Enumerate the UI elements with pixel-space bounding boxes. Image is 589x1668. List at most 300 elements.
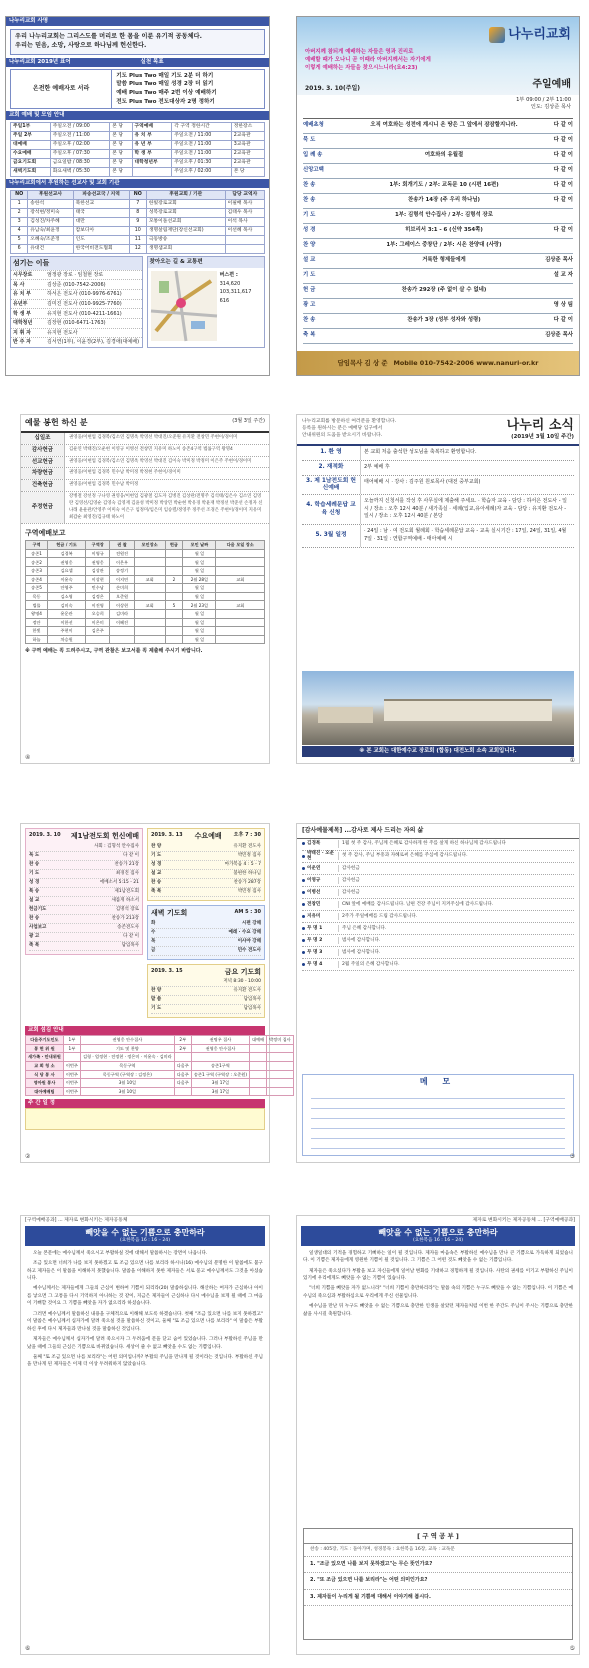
sermon-crumb: 제자로 변화시키는 제자공동체 ... [구역예배공과]	[472, 1218, 575, 1223]
worship-order-item	[303, 209, 573, 224]
schedule-cell: 2교육관	[231, 159, 264, 168]
order-leader: 다 같 이	[553, 227, 573, 234]
thanks-name-cell	[302, 890, 338, 896]
group-cell: 이윤숙	[48, 575, 86, 584]
page-cover	[296, 16, 580, 376]
order-label: 찬 송	[303, 197, 316, 204]
duty-cell	[174, 1087, 191, 1096]
duty-cell: 교 회 청 소	[26, 1061, 64, 1070]
staff-role: 목 사	[13, 281, 25, 288]
schedule-cell: 본 당	[231, 168, 264, 177]
staff-role: 유 치 부	[13, 291, 31, 298]
card-time: 오후 7 : 30	[233, 832, 261, 838]
group-cell: 손미희	[110, 584, 134, 593]
mission-cell: 10	[129, 227, 146, 236]
order-value: 송존전도사	[117, 924, 139, 930]
wednesday-order-item	[151, 861, 261, 870]
page-services	[20, 823, 291, 1163]
thanks-name-cell	[302, 878, 338, 884]
sermon-paragraph: 예수님을 만난 뒤 누구도 빼앗을 수 없는 기쁨으로 충만한 인생을 살았던 제자들처럼 이번 한 주간도 주님이 주시는 기쁨으로 충만한 삶을 사시길 축원합니다.	[303, 1304, 573, 1317]
order-label: 성 경	[151, 861, 162, 867]
map-title: 찾아오는 길 & 교통편	[148, 257, 264, 268]
worship-order-item	[303, 239, 573, 254]
worship-order-item	[303, 299, 573, 314]
vision-line: 우리는 믿음, 소망, 사랑으로 하나님께 헌신한다.	[15, 41, 147, 49]
duty-row	[26, 1079, 294, 1088]
group-cell: 2	[165, 575, 183, 584]
duty-row	[26, 1087, 294, 1096]
page-number: ⑥	[25, 1644, 31, 1652]
offering-row	[21, 480, 269, 492]
study-question: 3. 제자들이 누리게 될 기쁨에 대해서 이야기해 봅시다.	[304, 1590, 572, 1607]
group-cell: 민수남	[86, 584, 110, 593]
group-cell	[216, 618, 265, 627]
contact-info: Mobile 010-7542-2006 www.nanuri-or.kr	[393, 359, 539, 367]
schedule-cell: 주일오전 / 11:00	[172, 150, 231, 159]
bullet-icon	[302, 963, 305, 966]
thanks-text: 주님 은혜 감사합니다.	[338, 925, 574, 933]
group-cell	[216, 566, 265, 575]
worship-order-item	[303, 194, 573, 209]
group-cell: 이은미	[86, 618, 110, 627]
group-cell: 송존5	[26, 584, 48, 593]
order-label: 말 씀	[151, 997, 162, 1003]
order-value: 민수 전도사	[237, 947, 261, 953]
mission-cell: 인도	[73, 236, 129, 245]
mission-cell: 김태우 목사	[225, 209, 264, 218]
mission-cell: 4	[11, 227, 28, 236]
schedule-cell: 본 당	[110, 141, 132, 150]
duty-cell	[249, 1044, 266, 1053]
duty-cell: 대아예배팀	[26, 1087, 64, 1096]
thanks-name: 이병선	[307, 889, 321, 895]
group-cell: 월 일	[183, 584, 216, 593]
card-lead: 사회 : 김형석 안수집사	[94, 843, 139, 849]
group-cell: 이상현	[86, 575, 110, 584]
staff-line	[11, 270, 142, 280]
group-row	[26, 584, 265, 593]
schedule-cell: 금요일밤 / 08:30	[50, 159, 109, 168]
duty-cell: 대예배	[249, 1036, 266, 1045]
news-item	[302, 525, 574, 548]
schedule-cell: 주일1부	[11, 123, 51, 132]
offering-row	[21, 468, 269, 480]
wednesday-order-item	[151, 888, 261, 897]
map-box	[147, 256, 265, 348]
church-building-photo	[302, 671, 574, 745]
thanks-text: 첫 주 감사, 주님 부흥과 자혜로써 은혜를 주심에 감사드립니다.	[338, 852, 574, 860]
news-item	[302, 476, 574, 495]
thanks-name-cell	[302, 841, 338, 847]
order-label: 사업보고	[29, 924, 47, 930]
bus-line: 103,311,617	[219, 289, 252, 296]
schedule-cell: 대예배	[11, 141, 51, 150]
mission-table	[10, 190, 265, 254]
duty-cell: 이번주	[63, 1079, 80, 1088]
order-label: 예배초청	[303, 122, 324, 129]
group-cell	[134, 584, 165, 593]
mission-cell: 한국어비전도협회	[73, 245, 129, 254]
group-cell: 윤운관	[48, 609, 86, 618]
sermon-paragraph: 그러면 예수님께서 말씀하신 내용을 구체적으로 이해해 보도록 하겠습니다. 첫째 "조금 있으면 나를 보지 못하겠고" 이 말씀은 예수님께서 십자가에 달려 죽으실 것을 말씀하신 것이고, 둘째 "또 조금 있으면 나를 보리라" 이 말씀은 부활하신 후에 다시 제자들과 만나실 것을 말씀하신 것입니다.	[27, 1311, 263, 1332]
order-label: 설 교	[303, 257, 316, 264]
duty-cell: 다음주	[174, 1061, 191, 1070]
duty-cell: 다음주	[174, 1079, 191, 1088]
duty-cell: 목동구역 (구역장 : 김정은)	[80, 1070, 174, 1079]
order-leader: 설 교 자	[553, 272, 573, 279]
group-cell: 김경복	[48, 549, 86, 558]
staff-line	[11, 328, 142, 338]
mission-cell: 성복장로교회	[146, 209, 225, 218]
group-cell: 송존3	[26, 566, 48, 575]
group-cell: 월 일	[183, 618, 216, 627]
mission-cell: 8	[129, 209, 146, 218]
dedication-order-item	[29, 906, 139, 915]
dedication-order-item	[29, 861, 139, 870]
schedule-cell: 본 당	[110, 123, 132, 132]
dawn-order-item	[151, 920, 261, 929]
mission-col-header: 후원교회 / 기관	[146, 191, 225, 200]
order-label: 찬 송	[29, 915, 40, 921]
group-cell: 이한선	[48, 618, 86, 627]
duty-row	[26, 1044, 294, 1053]
duty-cell: 식 당 봉 사	[26, 1070, 64, 1079]
group-cell	[134, 627, 165, 636]
order-content: 찬송가 292장 (주 없이 살 수 없네)	[401, 287, 487, 294]
schedule-row	[11, 141, 265, 150]
group-cell	[165, 584, 183, 593]
study-title: [ 구 역 공 부 ]	[304, 1529, 572, 1544]
group-cell: 교회	[216, 575, 265, 584]
order-label: 수	[151, 929, 156, 935]
duty-cell: 3월 17일	[191, 1087, 249, 1096]
sermon-title-box	[301, 1226, 575, 1246]
schedule-table	[10, 122, 265, 177]
card-title: 금요 기도회	[224, 967, 261, 976]
thanks-text: 1월 첫 주 감사, 주님께 은혜로 감사하게 한 주를 살게 하신 하나님께 감사드립니다	[338, 840, 574, 848]
order-label: 찬 양	[151, 843, 162, 849]
schedule-cell: 주일오후 / 02:00	[172, 168, 231, 177]
order-content: 거룩한 형제들에게	[422, 257, 466, 264]
duty-cell: 1부	[63, 1036, 80, 1045]
mission-row	[11, 227, 265, 236]
thanks-name: 전창민	[307, 901, 321, 907]
next-schedule-area	[25, 1108, 265, 1130]
thanks-item	[302, 851, 574, 863]
schedule-cell: 유 년 부	[132, 141, 172, 150]
thanks-item	[302, 959, 574, 971]
dedication-order-item	[29, 879, 139, 888]
schedule-row	[11, 159, 265, 168]
group-cell	[216, 558, 265, 567]
mission-cell: 김성진/차주혜	[28, 218, 73, 227]
group-cell	[216, 549, 265, 558]
page-number: ②	[25, 1152, 31, 1160]
bullet-icon	[302, 879, 305, 882]
order-content: 찬송가 14장 (주 우리 하나님)	[407, 197, 480, 204]
news-item-body: 본 교회 처음 출석한 성도님을 축복하고 환영합니다.	[360, 446, 574, 460]
study-questions	[303, 1528, 573, 1640]
sermon-paragraph: 일생일대의 기적을 경험하고 기뻐하는 일이 될 것입니다. 제자들 마음속은 부활하신 예수님을 만나 큰 기쁨으로 가득하게 되었습니다. 이 기쁨은 제자들에게 영원한 기쁨이 될 것입니다. 그 기쁨은 그 어떤 것도 빼앗을 수 없는 기쁨입니다.	[303, 1250, 573, 1264]
group-cell: 이혜진	[110, 618, 134, 627]
pastor-name: 담임목사 김 상 준	[337, 359, 388, 367]
staff-role: 시무장로	[13, 272, 33, 279]
thanks-text: 2월 주일의 은혜 감사합니다.	[338, 961, 574, 969]
duty-cell: 김형 · 엄정현 · 전정현 · 정은미 · 이윤숙 · 김미라	[80, 1053, 174, 1062]
order-label: 광 고	[303, 302, 316, 309]
staff-line	[11, 337, 142, 347]
staff-name: 김장현 (010-6471-1763)	[47, 320, 106, 327]
dedication-order-item	[29, 870, 139, 879]
group-cell	[216, 609, 265, 618]
schedule-row	[11, 150, 265, 159]
offering-row	[21, 492, 269, 524]
intro-line: 나누리교회를 방문하신 여러분을 환영합니다.	[302, 419, 397, 424]
mission-row	[11, 200, 265, 209]
mission-cell: 극동방송	[146, 236, 225, 245]
card-title: 수요예배	[194, 832, 222, 840]
worship-order-item	[303, 224, 573, 239]
friday-order-item	[151, 996, 261, 1005]
order-value: 제1남전도회	[114, 888, 139, 894]
group-cell: 월 일	[183, 635, 216, 644]
group-row	[26, 618, 265, 627]
order-value: 마가복음 4 : 5 - 7	[224, 861, 261, 867]
order-label: 축 복	[303, 332, 316, 339]
duty-cell: 기도 및 찬양	[80, 1044, 174, 1053]
order-label: 목	[151, 938, 156, 944]
thanks-item	[302, 911, 574, 923]
order-content: 찬송가 3장 (성부 성자와 성령)	[407, 317, 481, 324]
vision-title: 나누리교회 사명	[6, 17, 269, 26]
service-title: 주일예배	[532, 79, 571, 90]
thanks-item	[302, 935, 574, 947]
thanks-text: 감사헌금	[338, 877, 574, 885]
staff-role: 반 주 자	[13, 339, 31, 346]
group-cell: 송존4	[26, 575, 48, 584]
order-label: 기 도	[29, 870, 40, 876]
study-question: 1. "조금 있으면 나를 보지 못하겠고"는 무슨 뜻인가요?	[304, 1557, 572, 1574]
order-value: 예레 · 수요 강해	[228, 929, 261, 935]
sermon-title-box	[25, 1226, 265, 1246]
order-label: 기 도	[303, 212, 316, 219]
duty-cell	[267, 1061, 294, 1070]
group-cell: 이지연	[110, 575, 134, 584]
offerings-title: 예물 봉헌 하신 분	[25, 418, 88, 427]
worship-order-item	[303, 134, 573, 149]
duty-cell: 이번주	[63, 1087, 80, 1096]
schedule-cell: 정한장소	[231, 123, 264, 132]
group-cell: 교회	[134, 575, 165, 584]
group-cell	[110, 627, 134, 636]
duty-row	[26, 1061, 294, 1070]
order-value: 박민정 집사	[237, 852, 261, 858]
staff-name: 유지현 전도사 (010-4211-1661)	[47, 310, 122, 317]
group-row	[26, 549, 265, 558]
group-cell: 권영웅	[86, 558, 110, 567]
group-cell	[165, 558, 183, 567]
offering-names: 권영웅/이현업 김경복/김소연 김명옥 박영선 박대진 김이숙 박미정 박정미 이은주 주현이/경이미	[69, 458, 252, 464]
group-cell	[216, 635, 265, 644]
order-leader: 다 같 이	[553, 197, 573, 204]
thanks-text: 범사에 감사합니다.	[338, 937, 574, 945]
verse-line: 이렇게 예배하는 자들을 찾으시느니라(요4:23)	[305, 64, 418, 71]
group-cell	[165, 592, 183, 601]
card-date: 2019. 3. 13	[151, 832, 183, 838]
sermon-paragraph: "너희 기쁨을 빼앗을 자가 없느니라" "너희 기쁨이 충만하리라"는 말씀 속의 기쁨은 누구도 빼앗을 수 없는 기쁨입니다. 이 기쁨은 예수님의 죽으심과 부활하심으로 우리에게 주신 선물입니다.	[303, 1286, 573, 1299]
thanks-name-cell	[302, 962, 338, 968]
group-cell: 차승원	[48, 635, 86, 644]
order-value: 찬송가 213장	[111, 915, 139, 921]
mission-cell: 6	[11, 245, 28, 254]
staff-box	[10, 256, 143, 348]
schedule-cell: 주일오후 / 01:30	[172, 159, 231, 168]
page-number: ③	[569, 1152, 575, 1160]
group-cell: 정안	[26, 618, 48, 627]
duty-cell	[63, 1053, 80, 1062]
schedule-cell: 화요새벽 / 05:30	[50, 168, 109, 177]
sermon-body	[21, 1246, 269, 1376]
worship-order-item	[303, 119, 573, 134]
group-cell	[165, 618, 183, 627]
schedule-cell: 본 당	[110, 159, 132, 168]
thanks-name-cell	[302, 902, 338, 908]
staff-line	[11, 289, 142, 299]
order-content: 히브리서 3:1 - 6 (신약 354쪽)	[405, 227, 483, 234]
order-leader: 다 같 이	[553, 317, 573, 324]
schedule-cell: 수요예배	[11, 150, 51, 159]
group-cell	[165, 566, 183, 575]
goal-items	[112, 70, 264, 109]
schedule-cell: 본 당	[110, 150, 132, 159]
church-logo	[489, 27, 571, 43]
mission-cell: 북한선교	[73, 200, 129, 209]
card-title: 제1남전도회 헌신예배	[70, 832, 139, 840]
offering-type: 차량헌금	[21, 468, 65, 479]
goal-item: 말씀 Plus Two 매일 성경 2장 더 읽기	[116, 81, 214, 88]
mission-cell	[225, 236, 264, 245]
mission-cell: 1	[11, 200, 28, 209]
group-row	[26, 635, 265, 644]
group-cell: 목동	[26, 592, 48, 601]
news-item-title: 3. 제 1남전도회 헌신예배	[306, 477, 356, 491]
order-value: 다 같 이	[123, 852, 139, 858]
schedule-cell: 대학청년부	[132, 159, 172, 168]
group-row	[26, 558, 265, 567]
vision-line: 우리 나누리교회는 그리스도를 머리로 한 몸을 이룬 유기적 공동체다.	[15, 32, 202, 40]
group-report-table	[25, 540, 265, 644]
order-label: 찬 송	[303, 182, 316, 189]
group-cell	[110, 635, 134, 644]
offering-type: 주정헌금	[21, 492, 65, 523]
order-label: 기 도	[151, 1006, 162, 1012]
order-label: 축 복	[29, 942, 40, 948]
thanks-name-cell	[302, 926, 338, 932]
duty-cell: 권영웅 안수집사	[191, 1044, 249, 1053]
order-label: 설 교	[151, 870, 162, 876]
staff-role: 학 생 부	[13, 310, 31, 317]
order-leader: 김상준 목사	[545, 257, 573, 264]
group-col-header: 모인 날짜	[183, 541, 216, 550]
duty-cell: 3월 10일	[80, 1079, 174, 1088]
group-row	[26, 627, 265, 636]
duty-cell: 3월 10일	[80, 1087, 174, 1096]
order-label: 헌금기도	[29, 906, 47, 912]
goal-main: 온전한 예배자로 서라	[11, 70, 112, 109]
duty-cell: 다음주기도인도	[26, 1036, 64, 1045]
friday-order-item	[151, 987, 261, 996]
mission-cell: 7	[129, 200, 146, 209]
dedication-order-item	[29, 924, 139, 933]
mission-col-header: 파송선교국 / 지역	[73, 191, 129, 200]
service-leader: 인도: 김상준 목사	[530, 104, 571, 111]
offering-names: 권영웅/이현업 김경복 민수남 박미정 박정현 주현이/경이미	[69, 470, 181, 476]
news-item-title: 4. 학습세례문답 교육 신청	[306, 502, 356, 516]
thanks-name: 이운연	[307, 865, 321, 871]
group-cell: 김상관	[86, 566, 110, 575]
group-row	[26, 575, 265, 584]
group-col-header: 구역	[26, 541, 48, 550]
page-church-info	[5, 16, 270, 376]
news-item-title: 5. 3월 일정	[315, 532, 347, 539]
news-item-body: · 24일 : 남 · 여 전도회 월례회 · 학습세례문답 교육 - 교육 실시기간 : 17일, 24일, 31일, 4월 7일 · 31일 : 연합구역예배 - 태아예배 시	[360, 525, 574, 547]
cover-hero	[297, 17, 579, 95]
sermon-paragraph: 오늘 본문에는 예수님께서 죽으시고 부활하실 것에 대해서 말씀하시는 장면이 나옵니다.	[33, 1250, 208, 1256]
duty-cell: 송존1 구역 (구역장 : 오준원)	[191, 1070, 249, 1079]
offering-names: 강병철 강선정 구나영 권영웅/이현업 김광철 김도자 김병진 김상관/전명주 김석태/김은수 김소연 김영란 김영선/김영순 김영숙 김영재 김윤성 박미정 박상민 박순현 박유경 박윤재 박정선 박준선 손정자 신나래 윤운관/안영주 이미숙 이은구 임정미/임은미 임승렬/정영주 정주선 조경은 주현이/경이미 지유미 최갑순 최영진/김규태 하노이	[69, 494, 263, 520]
group-cell: 월 일	[183, 566, 216, 575]
order-label: 찬 송	[151, 879, 162, 885]
cover-verse	[305, 49, 431, 72]
thanks-item	[302, 923, 574, 935]
dedication-order-item	[29, 933, 139, 942]
service-times	[297, 95, 579, 114]
worship-order-item	[303, 314, 573, 329]
group-cell: 교회	[216, 601, 265, 610]
duty-cell	[267, 1087, 294, 1096]
page-number: ④	[25, 753, 31, 761]
order-value: 담임목사	[121, 942, 139, 948]
offering-names: 권영웅/이현업 김경복/김소연 김명옥 박영선 박대진/오준원 유지환 전창민 주현이/경이미	[69, 435, 238, 440]
mission-cell: 캄보디아	[73, 227, 129, 236]
mission-cell	[225, 245, 264, 254]
group-row	[26, 601, 265, 610]
duty-cell	[174, 1053, 191, 1062]
thanks-item	[302, 899, 574, 911]
page-sermon-1	[20, 1215, 270, 1655]
service-time: 1부 09:00 / 2부 11:00	[516, 97, 571, 103]
sermon-paragraph: 조금 있으면 너희가 나를 보지 못하겠고 또 조금 있으면 나를 보리라 하시니(16) 예수님의 분명한 이 말씀에도 불구하고 제자들은 이 말씀을 이해하지 못했습니다. 말씀을 이해하지 못한 제자들은 서로 묻고 예수님께서도 그것을 아셨습니다.	[27, 1261, 263, 1282]
thanks-text: 감사헌금	[338, 865, 574, 873]
bullet-icon	[302, 855, 305, 858]
memo-box	[302, 1074, 574, 1156]
mission-cell: 9	[129, 218, 146, 227]
offering-names: 김운연 박태진/오운현 이영규 이병선 전창민 지유미 하노이 송존4구역 법률구역 왕명4	[69, 446, 233, 452]
offering-type: 선교헌금	[21, 457, 65, 468]
thanks-item	[302, 863, 574, 875]
group-cell	[134, 635, 165, 644]
order-value: 에베소서 5:15 - 21	[99, 879, 139, 885]
thanks-name: 무 명 4	[307, 961, 323, 967]
news-header	[297, 415, 579, 446]
staff-line	[11, 318, 142, 328]
order-label: 찬 양	[151, 988, 162, 994]
offerings-week: (3월 3일 주간)	[232, 418, 265, 424]
thanks-name-cell	[302, 950, 338, 956]
duty-title: 교회 섬김 안내	[25, 1026, 265, 1035]
bullet-icon	[302, 939, 305, 942]
duty-row	[26, 1070, 294, 1079]
